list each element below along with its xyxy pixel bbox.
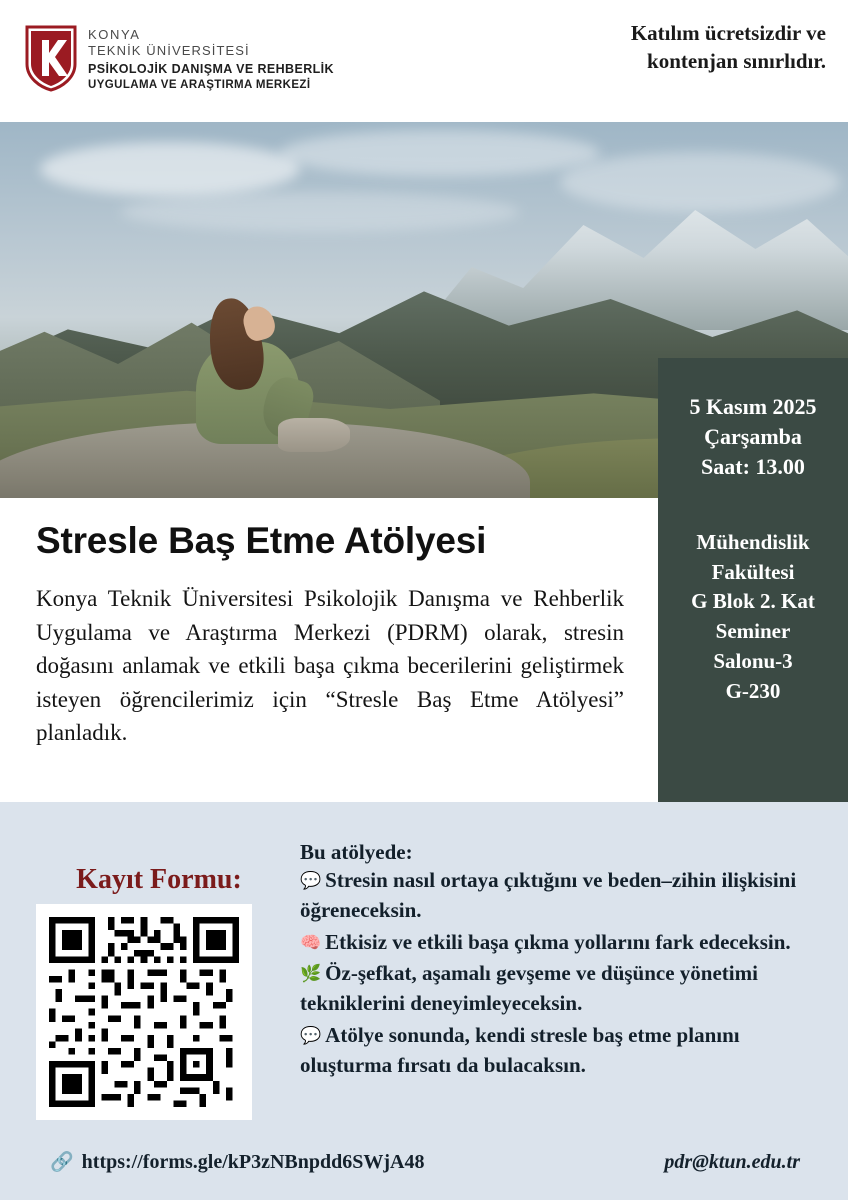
location-line: G Blok 2. Kat (691, 589, 815, 614)
event-details-panel (658, 358, 848, 802)
location-line: Seminer (715, 619, 791, 644)
free-participation-note: Katılım ücretsizdir ve kontenjan sınırlıdır. (630, 21, 826, 73)
registration-form-qr-code[interactable] (36, 904, 252, 1120)
logo-text-block (88, 24, 334, 94)
list-item-label: Stresin nasıl ortaya çıktığını ve beden–zihin ilişkisini öğreneceksin. (300, 868, 797, 922)
qr-code-graphic (49, 917, 239, 1107)
list-item-label: Atölye sonunda, kendi stresle baş etme planını oluşturma fırsatı da bulacaksın. (300, 1023, 740, 1077)
location-line: Fakültesi (711, 559, 795, 584)
list-item (300, 866, 820, 926)
workshop-benefits-list (300, 866, 820, 1083)
list-item (300, 1021, 820, 1081)
herb-icon: 🌿 (300, 964, 322, 984)
cloud-shape (560, 152, 840, 212)
description-paragraph: Konya Teknik Üniversitesi Psikolojik Danışma ve Rehberlik Uygulama ve Araştırma Merkezi (PDRM) olarak, stresin doğasını anlamak ve etkili başa çıkma becerilerini geliştirmek isteyen öğrencilerimiz için “Stresle Baş Etme Atölyesi” planladık. (36, 586, 624, 746)
event-day-line: Çarşamba (704, 423, 802, 449)
bottom-section (0, 802, 848, 1200)
logo-line-1: KONYA (88, 27, 141, 42)
shield-logo-icon (24, 24, 78, 92)
logo-line-2: TEKNİK ÜNİVERSİTESİ (88, 42, 250, 58)
logo-line-4: UYGULAMA VE ARAŞTIRMA MERKEZİ (88, 79, 311, 92)
location-line: Mühendislik (696, 529, 810, 554)
cloud-shape (40, 142, 300, 196)
sparkle-icon: 💬 (300, 1026, 322, 1046)
cloud-shape (120, 192, 520, 232)
list-item-label: Öz-şefkat, aşamalı gevşeme ve düşünce yönetimi tekniklerini deneyimleyeceksin. (300, 961, 758, 1016)
main-text-block (0, 498, 658, 802)
location-line: Salonu-3 (713, 648, 793, 673)
cloud-shape (280, 130, 600, 176)
list-item (300, 928, 820, 958)
contact-email[interactable]: pdr@ktun.edu.tr (664, 1151, 800, 1173)
registration-form-link[interactable] (50, 1150, 424, 1174)
registration-form-label: Kayıt Formu: (76, 864, 242, 895)
workshop-list-heading: Bu atölyede: (300, 840, 413, 864)
event-location-block (658, 528, 848, 707)
registration-form-url: https://forms.gle/kP3zNBnpdd6SWjA48 (81, 1150, 425, 1173)
event-date-line: 5 Kasım 2025 (689, 394, 817, 419)
list-item-label: Etkisiz ve etkili başa çıkma yollarını fark edeceksin. (325, 929, 791, 954)
page-title: Stresle Baş Etme Atölyesi (36, 520, 487, 561)
logo-line-3: PSİKOLOJİK DANIŞMA VE REHBERLİK (88, 62, 334, 77)
event-date-block (658, 358, 848, 482)
institution-logo (24, 24, 334, 94)
event-time-line: Saat: 13.00 (701, 453, 805, 479)
location-line: G-230 (725, 678, 781, 703)
person-legs (278, 418, 350, 452)
brain-icon: 🧠 (300, 932, 322, 952)
sparkle-icon: 💬 (300, 871, 322, 890)
link-icon: 🔗 (50, 1152, 74, 1173)
poster-header (0, 0, 848, 122)
person-figure (168, 290, 358, 460)
list-item (300, 959, 820, 1019)
